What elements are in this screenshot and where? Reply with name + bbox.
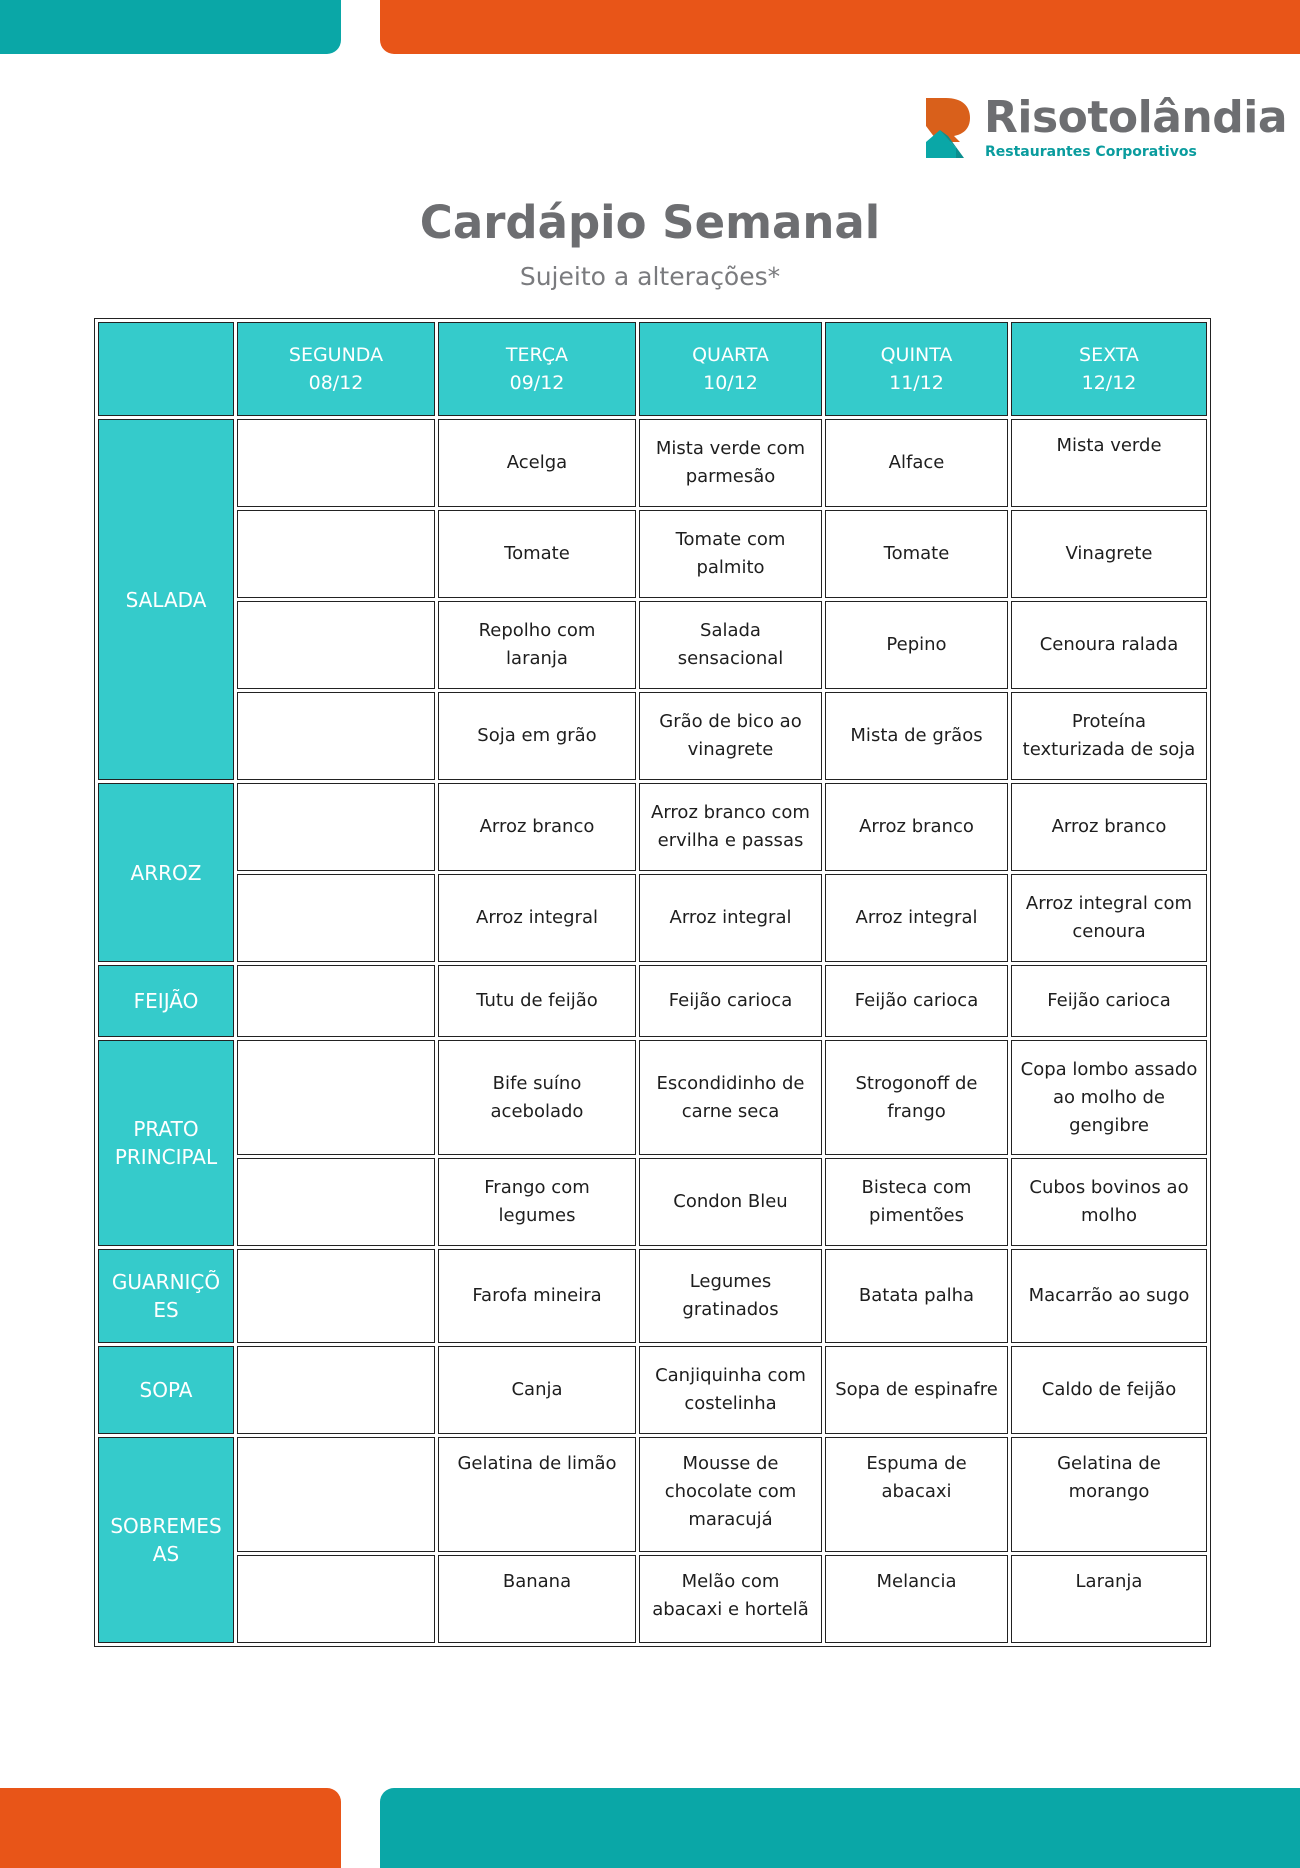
menu-item-cell: Escondidinho de carne seca xyxy=(639,1040,822,1155)
menu-item-cell: Tomate com palmito xyxy=(639,510,822,598)
menu-item-cell: Mista verde com parmesão xyxy=(639,419,822,507)
category-label: PRATO PRINCIPAL xyxy=(98,1040,234,1246)
category-label: GUARNIÇÕES xyxy=(98,1249,234,1343)
menu-item-cell: Cubos bovinos ao molho xyxy=(1011,1158,1207,1246)
day-name: TERÇA xyxy=(505,344,569,366)
menu-item-cell: Feijão carioca xyxy=(639,965,822,1037)
menu-item-cell: Melão com abacaxi e hortelã xyxy=(639,1555,822,1643)
menu-item-cell xyxy=(237,1249,435,1343)
menu-item-cell xyxy=(237,965,435,1037)
menu-item-cell xyxy=(237,1040,435,1155)
page-title: Cardápio Semanal xyxy=(419,196,881,249)
menu-row xyxy=(98,419,1207,507)
menu-item-cell xyxy=(237,783,435,871)
menu-item-cell: Strogonoff de frango xyxy=(825,1040,1008,1155)
menu-item-cell: Grão de bico ao vinagrete xyxy=(639,692,822,780)
menu-row xyxy=(98,601,1207,689)
menu-item-cell: Gelatina de morango xyxy=(1011,1437,1207,1552)
menu-item-cell: Feijão carioca xyxy=(1011,965,1207,1037)
menu-item-cell: Mista verde xyxy=(1011,419,1207,507)
day-date: 09/12 xyxy=(509,372,565,394)
day-date: 11/12 xyxy=(889,372,944,394)
menu-item-cell xyxy=(237,1158,435,1246)
menu-item-cell: Canjiquinha com costelinha xyxy=(639,1346,822,1434)
menu-item-cell: Laranja xyxy=(1011,1555,1207,1643)
logo-mark-icon xyxy=(924,96,972,162)
menu-item-cell: Macarrão ao sugo xyxy=(1011,1249,1207,1343)
day-header-segunda xyxy=(237,322,435,416)
corner-header-cell xyxy=(98,322,234,416)
menu-item-cell xyxy=(237,601,435,689)
menu-row xyxy=(98,510,1207,598)
menu-item-cell: Bisteca com pimentões xyxy=(825,1158,1008,1246)
menu-item-cell: Condon Bleu xyxy=(639,1158,822,1246)
menu-item-cell xyxy=(237,510,435,598)
category-label: SOBREMESAS xyxy=(98,1437,234,1643)
category-label: SALADA xyxy=(98,419,234,780)
menu-item-cell: Batata palha xyxy=(825,1249,1008,1343)
menu-item-cell: Cenoura ralada xyxy=(1011,601,1207,689)
menu-item-cell: Tomate xyxy=(438,510,636,598)
menu-item-cell: Arroz branco xyxy=(438,783,636,871)
menu-item-cell: Tutu de feijão xyxy=(438,965,636,1037)
brand-logo xyxy=(924,92,1288,168)
menu-item-cell: Proteína texturizada de soja xyxy=(1011,692,1207,780)
brand-tagline: Restaurantes Corporativos xyxy=(985,144,1197,160)
menu-item-cell: Mousse de chocolate com maracujá xyxy=(639,1437,822,1552)
menu-row xyxy=(98,1437,1207,1552)
menu-row xyxy=(98,1158,1207,1246)
menu-row xyxy=(98,783,1207,871)
day-name: SEGUNDA xyxy=(288,344,384,366)
menu-item-cell xyxy=(237,419,435,507)
menu-item-cell: Tomate xyxy=(825,510,1008,598)
menu-item-cell: Repolho com laranja xyxy=(438,601,636,689)
menu-item-cell: Arroz branco xyxy=(1011,783,1207,871)
day-date: 10/12 xyxy=(703,372,758,394)
menu-item-cell: Arroz branco xyxy=(825,783,1008,871)
menu-item-cell: Bife suíno acebolado xyxy=(438,1040,636,1155)
menu-row xyxy=(98,1249,1207,1343)
menu-item-cell xyxy=(237,874,435,962)
menu-item-cell: Arroz integral xyxy=(825,874,1008,962)
menu-row xyxy=(98,1040,1207,1155)
menu-item-cell: Banana xyxy=(438,1555,636,1643)
menu-item-cell xyxy=(237,1437,435,1552)
day-date: 08/12 xyxy=(308,372,364,394)
brand-name: Risotolândia xyxy=(984,92,1288,143)
menu-item-cell: Arroz branco com ervilha e passas xyxy=(639,783,822,871)
menu-item-cell: Salada sensacional xyxy=(639,601,822,689)
menu-item-cell: Canja xyxy=(438,1346,636,1434)
menu-item-cell: Copa lombo assado ao molho de gengibre xyxy=(1011,1040,1207,1155)
category-label: ARROZ xyxy=(98,783,234,962)
menu-item-cell: Caldo de feijão xyxy=(1011,1346,1207,1434)
menu-item-cell: Sopa de espinafre xyxy=(825,1346,1008,1434)
day-name: SEXTA xyxy=(1079,344,1139,366)
day-header-quarta xyxy=(639,322,822,416)
category-label: FEIJÃO xyxy=(98,965,234,1037)
bottom-left-orange-bar xyxy=(0,1788,341,1868)
menu-item-cell xyxy=(237,1346,435,1434)
menu-row xyxy=(98,1555,1207,1643)
day-header-sexta xyxy=(1011,322,1207,416)
day-name: QUINTA xyxy=(880,344,953,366)
menu-item-cell: Soja em grão xyxy=(438,692,636,780)
menu-item-cell: Arroz integral com cenoura xyxy=(1011,874,1207,962)
days-header-row xyxy=(98,322,1207,416)
day-date: 12/12 xyxy=(1081,372,1137,394)
menu-item-cell: Acelga xyxy=(438,419,636,507)
menu-row xyxy=(98,1346,1207,1434)
menu-item-cell: Arroz integral xyxy=(639,874,822,962)
menu-row xyxy=(98,692,1207,780)
weekly-menu-table xyxy=(94,318,1211,1647)
menu-row xyxy=(98,965,1207,1037)
menu-item-cell: Frango com legumes xyxy=(438,1158,636,1246)
menu-item-cell: Pepino xyxy=(825,601,1008,689)
top-left-teal-bar xyxy=(0,0,341,54)
top-right-orange-bar xyxy=(380,0,1300,54)
menu-item-cell: Gelatina de limão xyxy=(438,1437,636,1552)
menu-item-cell xyxy=(237,1555,435,1643)
menu-item-cell: Espuma de abacaxi xyxy=(825,1437,1008,1552)
day-header-terça xyxy=(438,322,636,416)
day-header-quinta xyxy=(825,322,1008,416)
day-name: QUARTA xyxy=(692,344,769,366)
menu-item-cell: Melancia xyxy=(825,1555,1008,1643)
menu-item-cell: Alface xyxy=(825,419,1008,507)
page-subtitle: Sujeito a alterações* xyxy=(519,262,781,291)
menu-item-cell: Farofa mineira xyxy=(438,1249,636,1343)
bottom-right-teal-bar xyxy=(380,1788,1300,1868)
menu-item-cell xyxy=(237,692,435,780)
menu-item-cell: Feijão carioca xyxy=(825,965,1008,1037)
menu-item-cell: Arroz integral xyxy=(438,874,636,962)
menu-item-cell: Legumes gratinados xyxy=(639,1249,822,1343)
menu-item-cell: Vinagrete xyxy=(1011,510,1207,598)
menu-row xyxy=(98,874,1207,962)
menu-item-cell: Mista de grãos xyxy=(825,692,1008,780)
category-label: SOPA xyxy=(98,1346,234,1434)
